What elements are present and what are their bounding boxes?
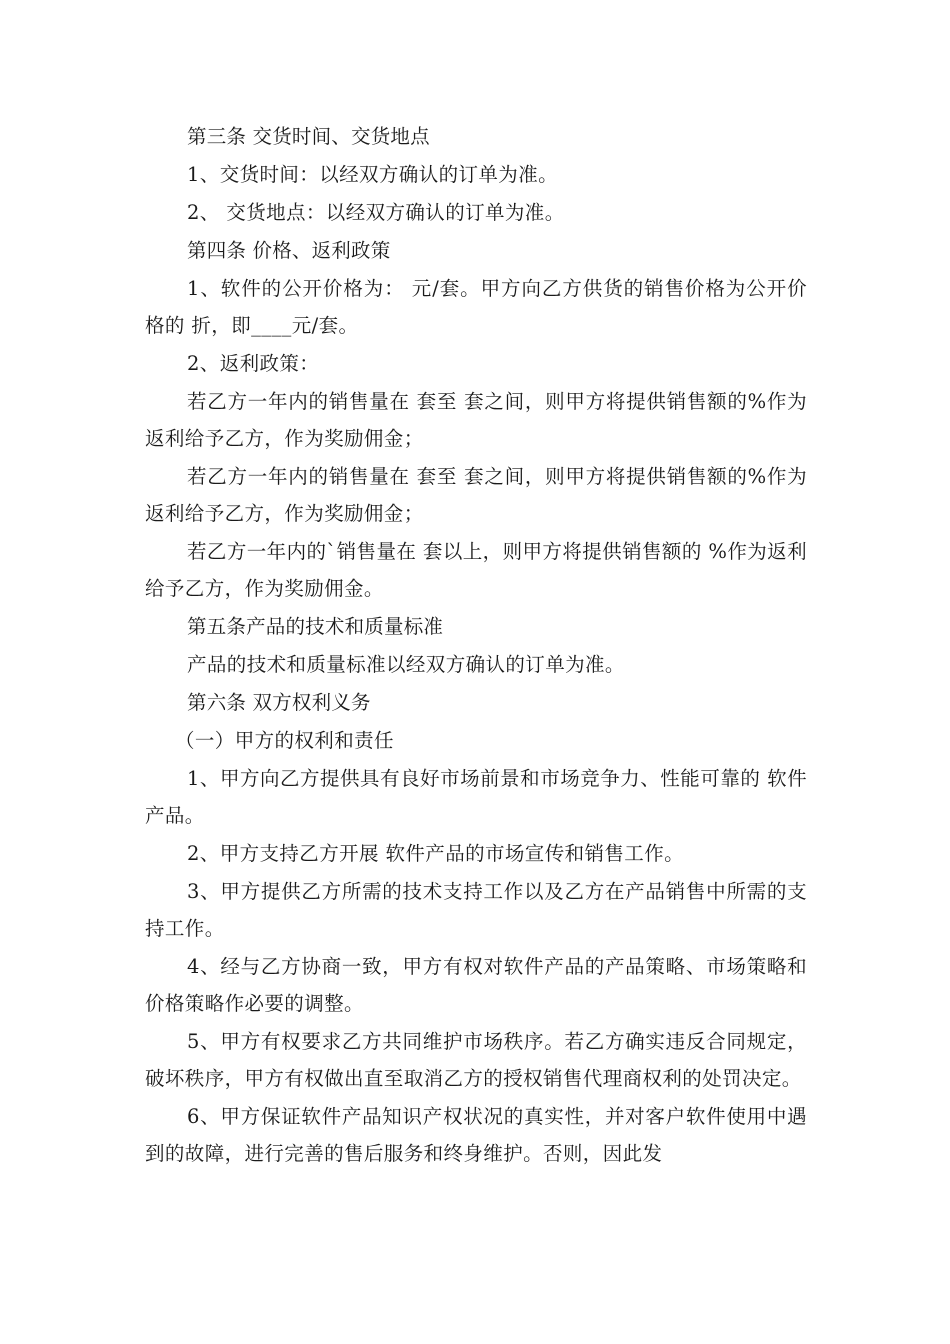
paragraph: 2、甲方支持乙方开展 软件产品的市场宣传和销售工作。 (187, 842, 685, 865)
paragraph: 若乙方一年内的销售量在 套至 套之间，则甲方将提供销售额的%作为返利给予乙方，作为奖励佣金； (145, 390, 807, 450)
document-body (145, 118, 807, 1173)
paragraph: 产品的技术和质量标准以经双方确认的订单为准。 (187, 653, 625, 676)
section-heading: （一）甲方的权利和责任 (175, 729, 394, 752)
paragraph: 2、 交货地点：以经双方确认的订单为准。 (187, 201, 565, 224)
paragraph: 若乙方一年内的销售量在 套至 套之间，则甲方将提供销售额的%作为返利给予乙方，作为奖励佣金； (145, 465, 807, 525)
article-4-heading: 第四条 价格、返利政策 (187, 239, 391, 262)
paragraph: 2、返利政策： (187, 352, 320, 375)
paragraph: 若乙方一年内的`销售量在 套以上，则甲方将提供销售额的 %作为返利给予乙方，作为奖励佣金。 (145, 540, 807, 600)
paragraph: 1、交货时间：以经双方确认的订单为准。 (187, 163, 559, 186)
article-5-heading: 第五条产品的技术和质量标准 (187, 615, 444, 638)
paragraph: 1、甲方向乙方提供具有良好市场前景和市场竞争力、性能可靠的 软件产品。 (145, 767, 807, 827)
article-6-heading: 第六条 双方权利义务 (187, 691, 371, 714)
paragraph: 6、甲方保证软件产品知识产权状况的真实性，并对客户软件使用中遇到的故障，进行完善的售后服务和终身维护。否则，因此发 (145, 1105, 807, 1165)
paragraph: 4、经与乙方协商一致，甲方有权对软件产品的产品策略、市场策略和价格策略作必要的调整。 (145, 955, 807, 1015)
paragraph: 3、甲方提供乙方所需的技术支持工作以及乙方在产品销售中所需的支持工作。 (145, 880, 807, 940)
paragraph: 1、软件的公开价格为： 元/套。甲方向乙方供货的销售价格为公开价格的 折，即____元/套。 (145, 277, 807, 337)
article-3-heading: 第三条 交货时间、交货地点 (187, 125, 430, 148)
paragraph: 5、甲方有权要求乙方共同维护市场秩序。若乙方确实违反合同规定，破坏秩序，甲方有权做出直至取消乙方的授权销售代理商权利的处罚决定。 (145, 1030, 807, 1090)
